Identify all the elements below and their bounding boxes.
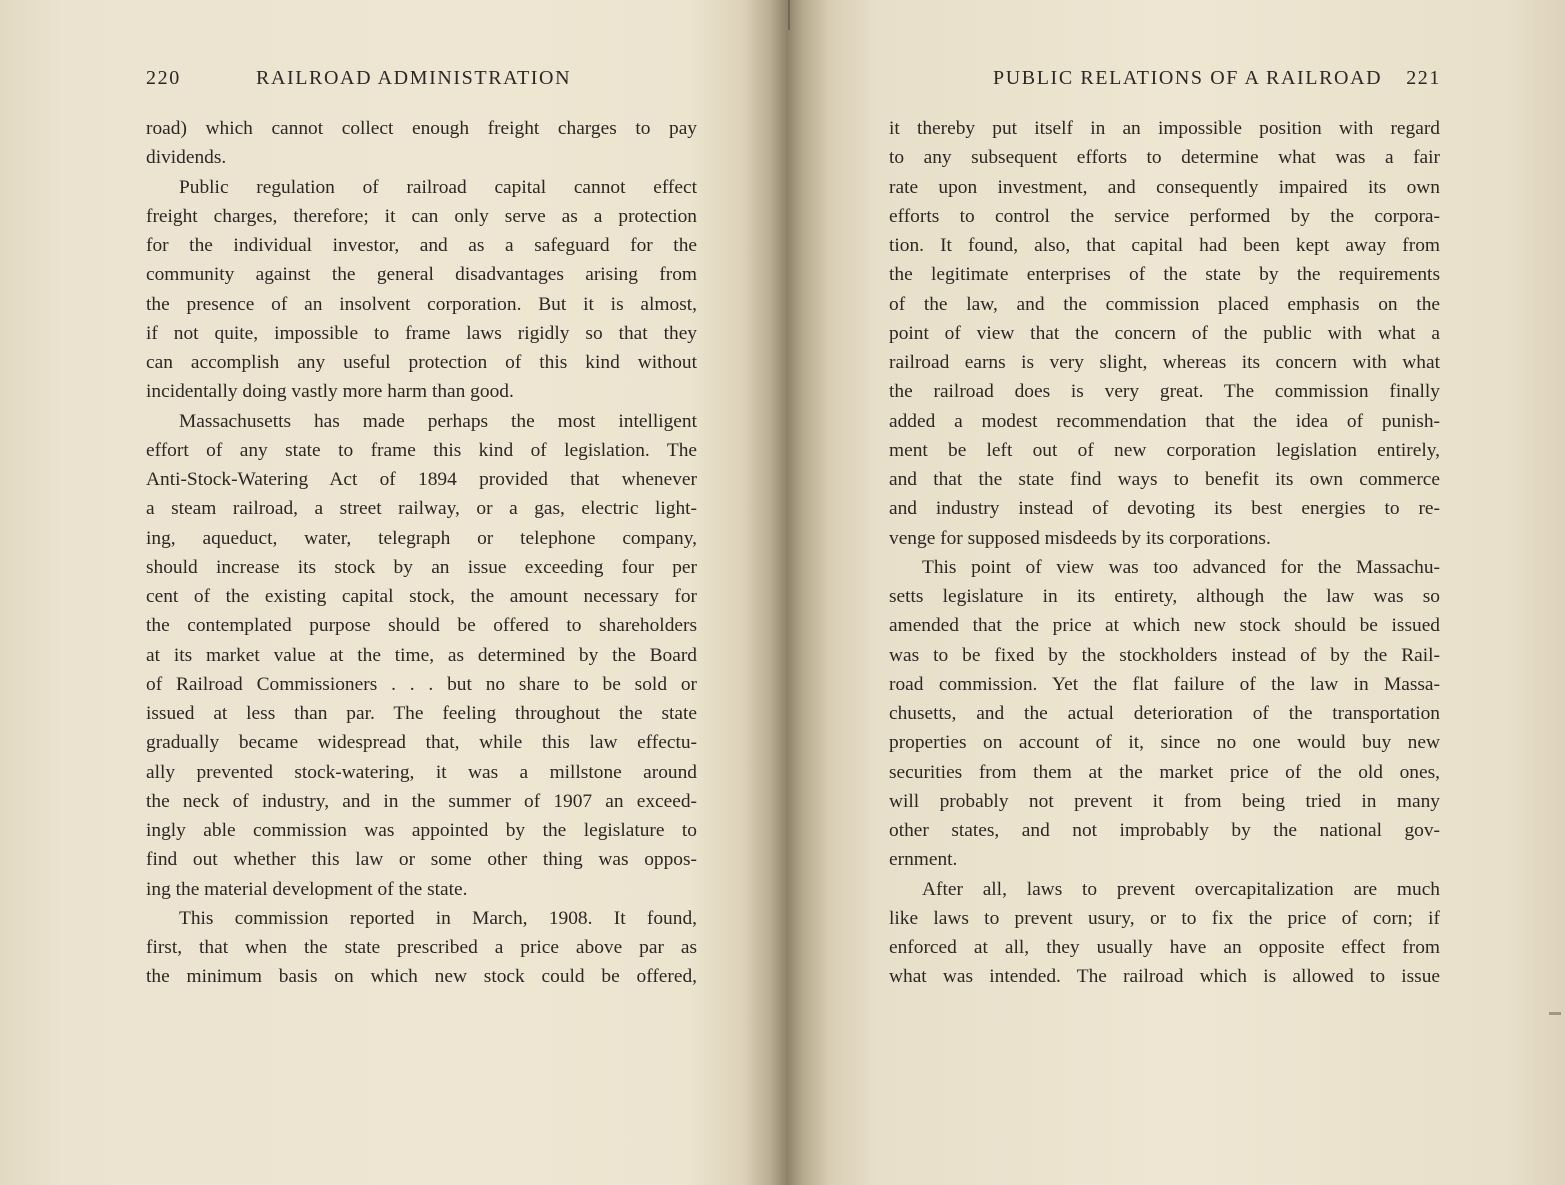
text-line: at its market value at the time, as determined by the Board xyxy=(146,644,697,666)
page-edge-mark xyxy=(1549,1012,1561,1015)
text-line: issued at less than par. The feeling throughout the state xyxy=(146,703,697,724)
text-line: Public regulation of railroad capital cannot effect xyxy=(179,176,697,198)
right-running-head: PUBLIC RELATIONS OF A RAILROAD xyxy=(993,67,1383,89)
text-line: will probably not prevent it from being tried in many xyxy=(889,790,1440,812)
text-line: other states, and not improbably by the national gov- xyxy=(889,820,1440,841)
left-page xyxy=(0,0,760,1185)
text-line: dividends. xyxy=(146,147,227,169)
right-page-number: 221 xyxy=(1406,67,1441,89)
text-line: a steam railroad, a street railway, or a gas, electric light- xyxy=(146,498,697,520)
text-line: properties on account of it, since no one would buy new xyxy=(889,732,1440,754)
text-line: Anti-Stock-Watering Act of 1894 provided that whenever xyxy=(146,469,697,490)
text-line: venge for supposed misdeeds by its corporations. xyxy=(889,527,1271,549)
text-line: find out whether this law or some other thing was oppos- xyxy=(146,849,697,871)
text-line: ing, aqueduct, water, telegraph or telephone company, xyxy=(146,527,697,549)
text-line: gradually became widespread that, while this law effectu- xyxy=(146,732,697,754)
text-line: if not quite, impossible to frame laws rigidly so that they xyxy=(146,322,697,344)
right-page-body xyxy=(889,114,1440,992)
right-page xyxy=(800,0,1565,1185)
text-line: it thereby put itself in an impossible position with regard xyxy=(889,118,1440,139)
text-line: ernment. xyxy=(889,849,958,871)
right-page-header xyxy=(945,64,1441,92)
text-line: and that the state find ways to benefit its own commerce xyxy=(889,469,1440,490)
text-line: chusetts, and the actual deterioration of the transportation xyxy=(889,703,1440,724)
text-line: of Railroad Commissioners . . . but no share to be sold or xyxy=(146,673,697,695)
text-line: ing the material development of the state. xyxy=(146,878,468,900)
text-line: freight charges, therefore; it can only serve as a protection xyxy=(146,205,697,227)
text-line: the railroad does is very great. The commission finally xyxy=(889,381,1440,403)
text-line: ment be left out of new corporation legislation entirely, xyxy=(889,439,1440,461)
text-line: This point of view was too advanced for the Massachu- xyxy=(922,556,1440,578)
text-line: for the individual investor, and as a safeguard for the xyxy=(146,235,697,256)
text-line: the contemplated purpose should be offered to shareholders xyxy=(146,615,697,637)
gutter-shadow xyxy=(788,0,790,30)
text-line: amended that the price at which new stock should be issued xyxy=(889,615,1440,637)
text-line: cent of the existing capital stock, the amount necessary for xyxy=(146,586,697,607)
text-line: effort of any state to frame this kind of legislation. The xyxy=(146,439,697,461)
text-line: road commission. Yet the flat failure of the law in Massa- xyxy=(889,673,1440,695)
text-line: added a modest recommendation that the idea of punish- xyxy=(889,410,1440,432)
text-line: like laws to prevent usury, or to fix the price of corn; if xyxy=(889,907,1440,929)
text-line: ingly able commission was appointed by the legislature to xyxy=(146,820,697,841)
text-line: railroad earns is very slight, whereas its concern with what xyxy=(889,352,1440,373)
text-line: first, that when the state prescribed a price above par as xyxy=(146,937,697,958)
text-line: community against the general disadvantages arising from xyxy=(146,264,697,286)
text-line: what was intended. The railroad which is allowed to issue xyxy=(889,966,1440,988)
text-line: ally prevented stock-watering, it was a millstone around xyxy=(146,761,697,783)
text-line: can accomplish any useful protection of this kind without xyxy=(146,352,697,373)
text-line: the minimum basis on which new stock could be offered, xyxy=(146,966,697,988)
text-line: and industry instead of devoting its best energies to re- xyxy=(889,498,1440,520)
text-line: securities from them at the market price of the old ones, xyxy=(889,761,1440,783)
text-line: rate upon investment, and consequently impaired its own xyxy=(889,176,1440,198)
left-running-head: RAILROAD ADMINISTRATION xyxy=(256,67,572,89)
text-line: This commission reported in March, 1908. It found, xyxy=(179,907,697,929)
text-line: was to be fixed by the stockholders instead of by the Rail- xyxy=(889,644,1440,666)
left-page-header xyxy=(146,64,696,92)
text-line: setts legislature in its entirety, although the law was so xyxy=(889,586,1440,607)
left-page-number: 220 xyxy=(146,67,181,89)
text-line: should increase its stock by an issue exceeding four per xyxy=(146,556,697,578)
text-line: road) which cannot collect enough freight charges to pay xyxy=(146,118,697,139)
text-line: of the law, and the commission placed emphasis on the xyxy=(889,293,1440,315)
text-line: Massachusetts has made perhaps the most intelligent xyxy=(179,410,697,432)
left-page-body xyxy=(146,114,697,992)
text-line: efforts to control the service performed by the corpora- xyxy=(889,205,1440,227)
text-line: incidentally doing vastly more harm than good. xyxy=(146,381,514,403)
text-line: the presence of an insolvent corporation. But it is almost, xyxy=(146,293,697,315)
text-line: the legitimate enterprises of the state by the requirements xyxy=(889,264,1440,286)
text-line: to any subsequent efforts to determine what was a fair xyxy=(889,147,1440,169)
text-line: point of view that the concern of the public with what a xyxy=(889,322,1440,344)
text-line: the neck of industry, and in the summer of 1907 an exceed- xyxy=(146,790,697,812)
text-line: enforced at all, they usually have an opposite effect from xyxy=(889,937,1440,958)
text-line: After all, laws to prevent overcapitalization are much xyxy=(922,878,1440,900)
text-line: tion. It found, also, that capital had been kept away from xyxy=(889,235,1440,256)
